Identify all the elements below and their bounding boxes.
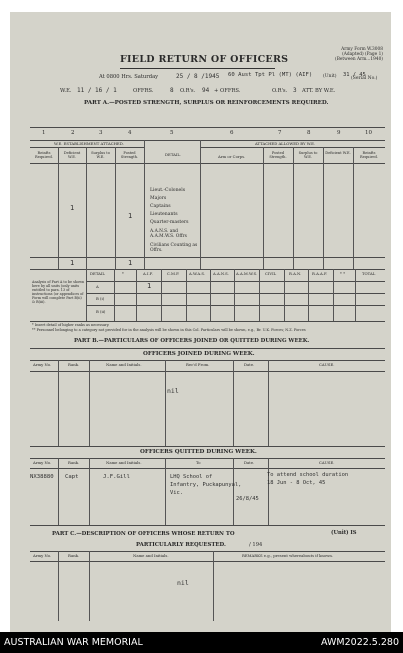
we-value: 11 / 16 / 1 [77,87,117,94]
analysis-row-label: B (ii) [96,309,106,314]
joined-head: Rank. [68,362,80,367]
form-ref-line: (Adapted) (Page 1) [342,52,383,57]
rank-label: Lieutenants [150,212,178,217]
part-b-heading: PART B.—PARTICULARS OF OFFICERS JOINED OR QUITTED DURING WEEK. [74,338,310,344]
rule [30,551,385,552]
col-line [58,360,59,446]
col-number: 6 [230,130,234,136]
joined-head: Date. [244,362,255,367]
att-value: 3 [293,87,297,94]
analysis-row-label: B (i) [96,296,105,301]
analysis-head: A.W.A.S. [189,271,206,276]
serial-label: (Serial No.) [351,76,378,81]
col-head: DETAIL. [165,152,182,157]
rule [30,127,385,128]
unit-label: (Unit) [323,74,337,79]
rule [30,163,385,164]
col-line [86,147,87,321]
rule [30,321,385,322]
att-label: ATT. BY W.E. [302,88,336,94]
analysis-head: DETAIL [90,271,105,276]
quitted-head: Rank. [68,460,80,465]
col-line [284,269,285,321]
rule [30,269,385,270]
col-line [353,147,354,269]
ors-value: 94 [202,87,210,94]
col-line [210,269,211,321]
rule [30,360,385,361]
quitted-head: Army No. [33,460,52,465]
title-underline [120,68,275,69]
c-nil: nil [177,579,189,587]
analysis-head: C.M.F. [167,271,180,276]
offrs-value: 8 [170,87,174,94]
quitted-cause-line: To attend school duration [267,472,349,478]
rule [86,293,385,294]
scanned-document [10,12,391,632]
joined-head: Name and Initials. [106,362,142,367]
analysis-aif-a: 1 [147,282,152,290]
col-line [114,269,115,321]
col-number: 2 [71,130,75,136]
analysis-head: A.A.M.W.S. [236,271,258,276]
analysis-head: A.I.F. [143,271,153,276]
col-line [89,551,90,621]
col-number: 8 [307,130,311,136]
quitted-to-line: Vic. [170,490,183,496]
col-line [165,458,166,525]
col-line [58,458,59,525]
at-line-label: At 0800 Hrs. Saturday [99,74,159,80]
rule [30,147,144,148]
quitted-name: J.F.Gill [103,474,130,480]
rank-label: Lieut.-Colonels [150,188,186,193]
serial-value: 31 / 45 [343,72,366,78]
col-number: 1 [42,130,46,136]
c-head: Name and Initials. [133,553,169,558]
col-line [58,147,59,269]
we-label: W.E. [60,88,72,94]
date-value: 25 / 8 /1945 [176,73,220,80]
analysis-head: * * [340,271,346,276]
part-c-unit-label: (Unit) IS [331,530,357,536]
rank-label: Captains [150,204,171,209]
footnote: * Insert detail of higher ranks as necessary. [32,323,110,327]
plus-offrs-label: + OFFRS. [214,88,241,94]
col-line [268,360,269,446]
rank-label: Civilians Counting as Offrs. [150,243,198,253]
col-head: Posted Strength. [120,151,139,160]
footer-accession: AWM2022.5.280 [321,637,399,648]
col-line [333,269,334,321]
col-line [144,140,145,269]
col-number: 5 [170,130,174,136]
col-number: 7 [278,130,282,136]
analysis-head: A.A.N.S. [213,271,229,276]
group-heading-left: W.E. ESTABLISHMENT ATTACHED. [54,141,124,146]
analysis-head: R.A.A.F. [312,271,328,276]
quitted-title: OFFICERS QUITTED DURING WEEK. [140,449,257,455]
quitted-army-no: NX38880 [30,474,54,480]
offrs-label: OFFRS. [133,88,154,94]
rule [30,348,385,349]
joined-head: CAUSE. [319,362,335,367]
part-c-date: / 194 [249,542,263,548]
rule [86,281,385,282]
col-line [161,269,162,321]
quitted-head: Date. [244,460,255,465]
col-number: 9 [337,130,341,136]
form-ref-line: Army Form W.3008 [341,47,383,52]
joined-head: Army No. [33,362,52,367]
col-line [234,269,235,321]
col-line [323,147,324,269]
col-head: Surplus to W.E. [91,151,110,160]
col-line [233,360,234,446]
col-line [165,360,166,446]
col-line [293,147,294,269]
joined-nil: nil [167,387,179,395]
rule [86,305,385,306]
plus-ors-label: O.R's. [272,88,288,94]
col-head: Arm or Corps. [218,154,246,159]
col-line [268,458,269,525]
col-line [308,269,309,321]
analysis-head: CIVIL [265,271,277,276]
col-head: Reinfts Required. [35,151,53,160]
col-line [89,360,90,446]
analysis-row-label: A [96,284,99,289]
part-c-heading: PART C.—DESCRIPTION OF OFFICERS WHOSE RETURN TO [52,531,235,537]
unit-value: 60 Aust Tpt Pl (MT) (AIF) [228,72,313,78]
col-head: Posted Strength. [269,151,287,160]
col-line [58,551,59,621]
rule [30,371,385,372]
rule [30,446,385,447]
c-head: REMARKS e.g., present whereabouts if known. [242,553,334,558]
deficient-captains: 1 [70,204,75,212]
footer-institution: AUSTRALIAN WAR MEMORIAL [4,637,143,648]
c-head: Rank. [68,553,80,558]
part-a-heading: PART A.—POSTED STRENGTH, SURPLUS OR REINFORCEMENTS REQUIRED. [84,100,329,106]
col-head: Reinfts Required. [360,151,378,160]
quitted-to-line: LHQ School of [170,474,213,480]
part-c-heading-2: PARTICULARLY REQUESTED. [136,542,226,548]
form-title: FIELD RETURN OF OFFICERS [120,54,289,65]
rule [30,561,385,562]
quitted-cause-line: 18 Jun - 8 Oct, 45 [267,480,326,486]
ors-label: O.R's. [180,88,196,94]
quitted-rank: Capt [65,474,79,480]
col-line [259,269,260,321]
footnote: ** Personnel belonging to a category not provided for in the analysis will be shown in this Col. Particulars will be shown, e.g., Br. U.K. Forces; N.Z. Forces [32,328,306,332]
col-head: Surplus to W.E. [298,151,318,160]
rank-label: Majors [150,196,167,201]
col-line [200,140,201,269]
col-line [233,458,234,525]
rule [30,468,385,469]
col-head: Deficient W.E. [325,151,351,155]
form-reference [323,47,383,62]
col-line [115,147,116,269]
col-line [355,269,356,321]
quitted-head: CAUSE. [319,460,335,465]
rule [30,525,385,526]
rule [30,458,385,459]
col-line [136,269,137,321]
col-head: Deficient W.E. [63,151,81,160]
analysis-head: TOTAL [362,271,376,276]
col-number: 3 [99,130,103,136]
quitted-head: To [196,460,201,465]
quitted-date: 26/8/45 [236,496,259,502]
analysis-note: Analysis of Part A to be shown here by all units (only units entitled to para. 13 of instructions (or appendices of Form will complete Part B(ii) & B(iii). [32,280,85,305]
col-number: 10 [365,130,372,136]
archive-footer [0,632,403,653]
c-head: Army No. [33,553,52,558]
col-number: 4 [128,130,132,136]
quitted-to-line: Infantry, Puckapunyal, [170,482,242,488]
analysis-head: * [122,271,124,276]
rank-label: A.A.N.S. and A.A.M.W.S. Offrs [150,229,187,239]
col-line [89,458,90,525]
total-posted: 1 [128,259,133,267]
analysis-head: R.A.N. [289,271,302,276]
rank-label: Quarter-masters [150,220,189,225]
form-ref-line: (Between Arm...1940) [335,57,383,62]
col-line [263,147,264,269]
joined-title: OFFICERS JOINED DURING WEEK. [143,351,255,357]
joined-head: Rec'd From. [186,362,210,367]
total-deficient: 1 [70,259,75,267]
col-line [186,269,187,321]
quitted-head: Name and Initials. [106,460,142,465]
group-heading-right: ATTACHED ALLOWED BY W.E. [255,141,316,146]
posted-captains: 1 [128,212,133,220]
rule [30,257,385,258]
col-line [213,551,214,621]
